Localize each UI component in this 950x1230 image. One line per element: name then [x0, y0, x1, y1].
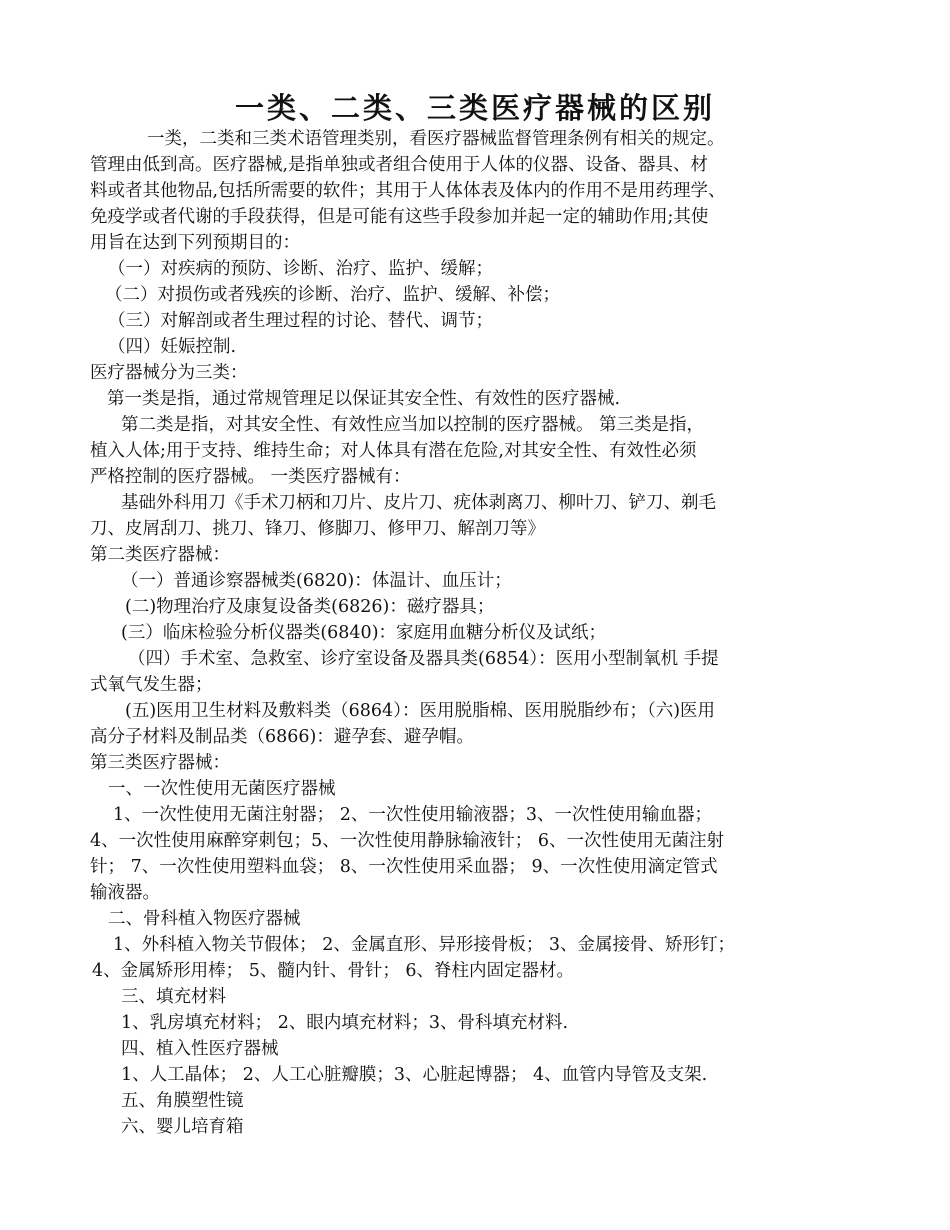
list-item: 1、乳房填充材料； 2、眼内填充材料；3、骨科填充材料. — [121, 1013, 569, 1033]
list-item: (二)物理治疗及康复设备类(6826)：磁疗器具； — [125, 597, 495, 617]
paragraph-line: 植入人体;用于支持、维持生命；对人体具有潜在危险,对其安全性、有效性必须 — [90, 441, 697, 461]
paragraph-line: 严格控制的医疗器械。 一类医疗器械有： — [90, 467, 411, 487]
subsection-heading: 六、婴儿培育箱 — [121, 1117, 244, 1137]
list-item: 针； 7、一次性使用塑料血袋； 8、一次性使用采血器； 9、一次性使用滴定管式 — [90, 857, 718, 877]
list-item: (五)医用卫生材料及敷料类（6864）：医用脱脂棉、医用脱脂纱布；（六)医用 — [125, 701, 716, 721]
paragraph-line: 料或者其他物品,包括所需要的软件；其用于人体体表及体内的作用不是用药理学、 — [90, 181, 726, 201]
list-item: （一）普通诊察器械类(6820)：体温计、血压计； — [121, 571, 512, 591]
list-item: (三）临床检验分析仪器类(6840)：家庭用血糖分析仪及试纸； — [121, 623, 607, 643]
paragraph-line: 刀、皮屑刮刀、挑刀、锋刀、修脚刀、修甲刀、解剖刀等》 — [90, 519, 545, 539]
list-item: 输液器。 — [90, 883, 160, 903]
subsection-heading: 五、角膜塑性镜 — [121, 1091, 244, 1111]
list-item: （一）对疾病的预防、诊断、治疗、监护、缓解； — [108, 259, 493, 279]
section-heading: 第三类医疗器械： — [90, 753, 230, 773]
paragraph-line: 基础外科用刀《手术刀柄和刀片、皮片刀、疣体剥离刀、柳叶刀、铲刀、剃毛 — [121, 493, 716, 513]
paragraph-line: 第一类是指，通过常规管理足以保证其安全性、有效性的医疗器械. — [107, 389, 621, 409]
paragraph-line: 管理由低到高。医疗器械,是指单独或者组合使用于人体的仪器、设备、器具、材 — [90, 155, 709, 175]
subsection-heading: 三、填充材料 — [121, 987, 226, 1007]
list-item: （二）对损伤或者残疾的诊断、治疗、监护、缓解、补偿； — [105, 285, 560, 305]
paragraph-line: 第二类是指，对其安全性、有效性应当加以控制的医疗器械。 第三类是指， — [121, 415, 705, 435]
list-item: 1、一次性使用无菌注射器； 2、一次性使用输液器；3、一次性使用输血器； — [113, 805, 712, 825]
list-item: （三）对解剖或者生理过程的讨论、替代、调节； — [108, 311, 493, 331]
section-heading: 第二类医疗器械： — [90, 545, 230, 565]
subsection-heading: 一、一次性使用无菌医疗器械 — [108, 779, 336, 799]
paragraph-line: 一类，二类和三类术语管理类别，看医疗器械监督管理条例有相关的规定。 — [147, 129, 725, 149]
list-item: （四）妊娠控制. — [108, 337, 237, 357]
section-heading: 医疗器械分为三类： — [90, 363, 248, 383]
paragraph-line: 用旨在达到下列预期目的： — [90, 233, 300, 253]
list-item: 4、一次性使用麻醉穿刺包；5、一次性使用静脉输液针； 6、一次性使用无菌注射 — [90, 831, 724, 851]
paragraph-line: 免疫学或者代谢的手段获得，但是可能有这些手段参加并起一定的辅助作用;其使 — [90, 207, 709, 227]
subsection-heading: 四、植入性医疗器械 — [121, 1039, 279, 1059]
document-title: 一类、二类、三类医疗器械的区别 — [234, 91, 715, 125]
list-item: 1、人工晶体； 2、人工心脏瓣膜；3、心脏起博器； 4、血管内导管及支架. — [121, 1065, 708, 1085]
list-item: 式氧气发生器； — [90, 675, 213, 695]
list-item: 4、金属矫形用棒； 5、髓内针、骨针； 6、脊柱内固定器材。 — [92, 961, 575, 981]
list-item: （四）手术室、急救室、诊疗室设备及器具类(6854）：医用小型制氧机 手提 — [128, 649, 719, 669]
list-item: 高分子材料及制品类（6866)：避孕套、避孕帽。 — [90, 727, 474, 747]
subsection-heading: 二、骨科植入物医疗器械 — [108, 909, 301, 929]
list-item: 1、外科植入物关节假体； 2、金属直形、异形接骨板； 3、金属接骨、矫形钉； — [113, 935, 736, 955]
